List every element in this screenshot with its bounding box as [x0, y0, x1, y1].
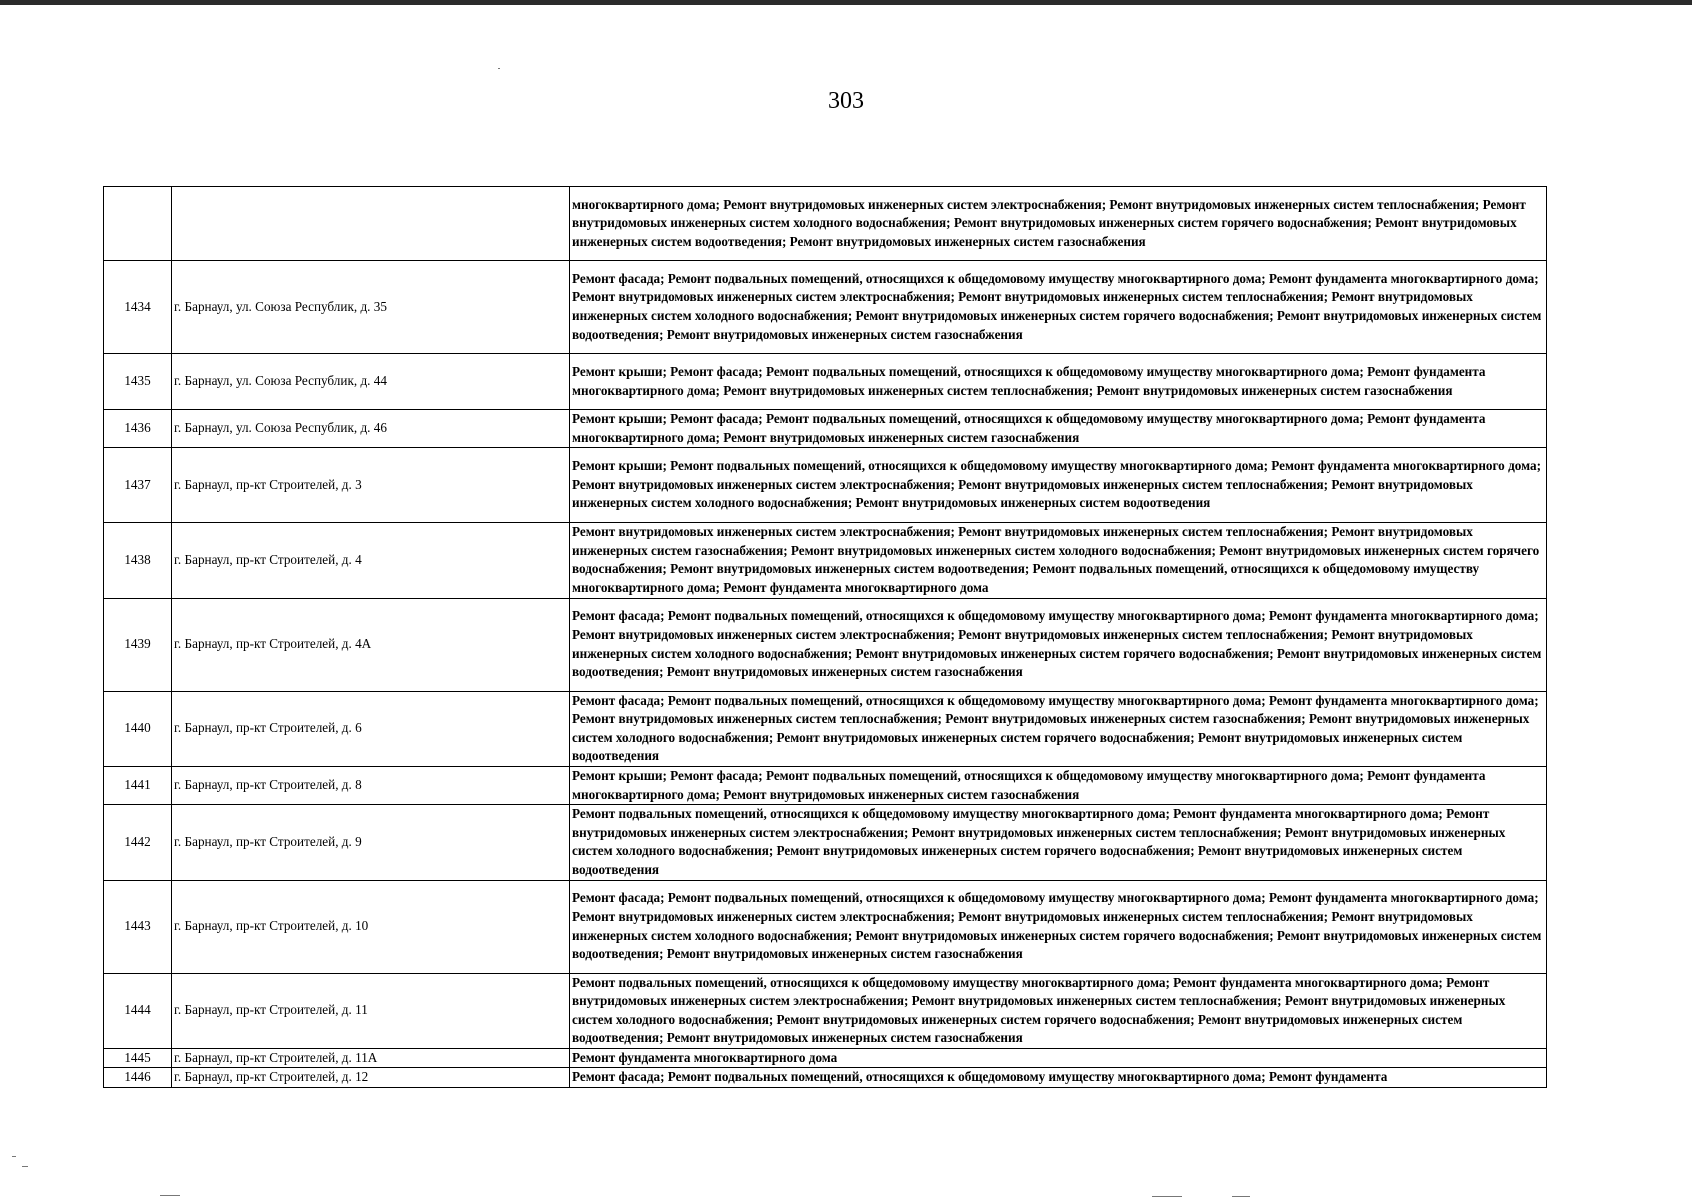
table-row — [104, 691, 1547, 766]
row-number: 1444 — [104, 973, 172, 1048]
row-number: 1441 — [104, 766, 172, 804]
row-number: 1438 — [104, 523, 172, 598]
row-works: Ремонт фасада; Ремонт подвальных помещений, относящихся к общедомовому имуществу многоквартирного дома; Ремонт фундамента многоквартирного дома; Ремонт внутридомовых инженерных систем теплоснабжения; Ремонт внутридомовых инженерных систем газоснабжения; Ремонт внутридомовых инженерных систем холодного водоснабжения; Ремонт внутридомовых инженерных систем горячего водоснабжения; Ремонт внутридомовых инженерных систем водоотведения — [570, 691, 1547, 766]
row-address — [172, 187, 570, 261]
row-address: г. Барнаул, пр-кт Строителей, д. 6 — [172, 691, 570, 766]
row-works: Ремонт фундамента многоквартирного дома — [570, 1048, 1547, 1068]
row-address: г. Барнаул, ул. Союза Республик, д. 35 — [172, 261, 570, 354]
scan-speck — [22, 1166, 28, 1167]
row-number: 1440 — [104, 691, 172, 766]
table-row — [104, 1048, 1547, 1068]
row-address: г. Барнаул, пр-кт Строителей, д. 4 — [172, 523, 570, 598]
row-works: Ремонт фасада; Ремонт подвальных помещений, относящихся к общедомовому имуществу многоквартирного дома; Ремонт фундамента многоквартирного дома; Ремонт внутридомовых инженерных систем электроснабжения; Ремонт внутридомовых инженерных систем теплоснабжения; Ремонт внутридомовых инженерных систем холодного водоснабжения; Ремонт внутридомовых инженерных систем горячего водоснабжения; Ремонт внутридомовых инженерных систем водоотведения; Ремонт внутридомовых инженерных систем газоснабжения — [570, 598, 1547, 691]
table-row — [104, 187, 1547, 261]
table-row — [104, 261, 1547, 354]
row-works: Ремонт фасада; Ремонт подвальных помещений, относящихся к общедомовому имуществу многоквартирного дома; Ремонт фундамента — [570, 1068, 1547, 1088]
repair-works-table — [103, 186, 1547, 1088]
row-address: г. Барнаул, ул. Союза Республик, д. 44 — [172, 354, 570, 410]
table-row — [104, 448, 1547, 523]
table-row — [104, 766, 1547, 804]
scan-speck — [160, 1195, 180, 1196]
table-row — [104, 973, 1547, 1048]
row-number: 1446 — [104, 1068, 172, 1088]
row-works: Ремонт крыши; Ремонт фасада; Ремонт подвальных помещений, относящихся к общедомовому имуществу многоквартирного дома; Ремонт фундамента многоквартирного дома; Ремонт внутридомовых инженерных систем теплоснабжения; Ремонт внутридомовых инженерных систем газоснабжения — [570, 354, 1547, 410]
row-address: г. Барнаул, пр-кт Строителей, д. 11А — [172, 1048, 570, 1068]
row-number — [104, 187, 172, 261]
row-address: г. Барнаул, пр-кт Строителей, д. 8 — [172, 766, 570, 804]
table-row — [104, 1068, 1547, 1088]
row-address: г. Барнаул, пр-кт Строителей, д. 4А — [172, 598, 570, 691]
scan-speck — [1152, 1196, 1182, 1197]
row-number: 1434 — [104, 261, 172, 354]
row-works: Ремонт подвальных помещений, относящихся к общедомовому имуществу многоквартирного дома; Ремонт фундамента многоквартирного дома; Ремонт внутридомовых инженерных систем электроснабжения; Ремонт внутридомовых инженерных систем теплоснабжения; Ремонт внутридомовых инженерных систем холодного водоснабжения; Ремонт внутридомовых инженерных систем горячего водоснабжения; Ремонт внутридомовых инженерных систем водоотведения; Ремонт внутридомовых инженерных систем газоснабжения — [570, 973, 1547, 1048]
row-works: Ремонт фасада; Ремонт подвальных помещений, относящихся к общедомовому имуществу многоквартирного дома; Ремонт фундамента многоквартирного дома; Ремонт внутридомовых инженерных систем электроснабжения; Ремонт внутридомовых инженерных систем теплоснабжения; Ремонт внутридомовых инженерных систем холодного водоснабжения; Ремонт внутридомовых инженерных систем горячего водоснабжения; Ремонт внутридомовых инженерных систем водоотведения; Ремонт внутридомовых инженерных систем газоснабжения — [570, 880, 1547, 973]
row-number: 1435 — [104, 354, 172, 410]
row-works: многоквартирного дома; Ремонт внутридомовых инженерных систем электроснабжения; Ремонт внутридомовых инженерных систем теплоснабжения; Ремонт внутридомовых инженерных систем холодного водоснабжения; Ремонт внутридомовых инженерных систем горячего водоснабжения; Ремонт внутридомовых инженерных систем водоотведения; Ремонт внутридомовых инженерных систем газоснабжения — [570, 187, 1547, 261]
page-number: 303 — [828, 88, 864, 114]
row-number: 1442 — [104, 805, 172, 880]
scan-speck — [498, 68, 500, 69]
row-number: 1443 — [104, 880, 172, 973]
row-works: Ремонт крыши; Ремонт подвальных помещений, относящихся к общедомовому имуществу многоквартирного дома; Ремонт фундамента многоквартирного дома; Ремонт внутридомовых инженерных систем электроснабжения; Ремонт внутридомовых инженерных систем теплоснабжения; Ремонт внутридомовых инженерных систем холодного водоснабжения; Ремонт внутридомовых инженерных систем водоотведения — [570, 448, 1547, 523]
row-number: 1436 — [104, 410, 172, 448]
row-works: Ремонт подвальных помещений, относящихся к общедомовому имуществу многоквартирного дома; Ремонт фундамента многоквартирного дома; Ремонт внутридомовых инженерных систем электроснабжения; Ремонт внутридомовых инженерных систем теплоснабжения; Ремонт внутридомовых инженерных систем холодного водоснабжения; Ремонт внутридомовых инженерных систем горячего водоснабжения; Ремонт внутридомовых инженерных систем водоотведения — [570, 805, 1547, 880]
table-row — [104, 523, 1547, 598]
row-works: Ремонт фасада; Ремонт подвальных помещений, относящихся к общедомовому имуществу многоквартирного дома; Ремонт фундамента многоквартирного дома; Ремонт внутридомовых инженерных систем электроснабжения; Ремонт внутридомовых инженерных систем теплоснабжения; Ремонт внутридомовых инженерных систем холодного водоснабжения; Ремонт внутридомовых инженерных систем горячего водоснабжения; Ремонт внутридомовых инженерных систем водоотведения; Ремонт внутридомовых инженерных систем газоснабжения — [570, 261, 1547, 354]
row-address: г. Барнаул, пр-кт Строителей, д. 10 — [172, 880, 570, 973]
row-address: г. Барнаул, пр-кт Строителей, д. 3 — [172, 448, 570, 523]
table-row — [104, 880, 1547, 973]
scan-speck — [1232, 1196, 1250, 1197]
row-works: Ремонт внутридомовых инженерных систем электроснабжения; Ремонт внутридомовых инженерных систем теплоснабжения; Ремонт внутридомовых инженерных систем газоснабжения; Ремонт внутридомовых инженерных систем холодного водоснабжения; Ремонт внутридомовых инженерных систем горячего водоснабжения; Ремонт внутридомовых инженерных систем водоотведения; Ремонт подвальных помещений, относящихся к общедомовому имуществу многоквартирного дома; Ремонт фундамента многоквартирного дома — [570, 523, 1547, 598]
row-works: Ремонт крыши; Ремонт фасада; Ремонт подвальных помещений, относящихся к общедомовому имуществу многоквартирного дома; Ремонт фундамента многоквартирного дома; Ремонт внутридомовых инженерных систем газоснабжения — [570, 766, 1547, 804]
scan-speck — [12, 1156, 16, 1157]
row-address: г. Барнаул, пр-кт Строителей, д. 11 — [172, 973, 570, 1048]
row-works: Ремонт крыши; Ремонт фасада; Ремонт подвальных помещений, относящихся к общедомовому имуществу многоквартирного дома; Ремонт фундамента многоквартирного дома; Ремонт внутридомовых инженерных систем газоснабжения — [570, 410, 1547, 448]
row-number: 1445 — [104, 1048, 172, 1068]
table-row — [104, 410, 1547, 448]
row-address: г. Барнаул, ул. Союза Республик, д. 46 — [172, 410, 570, 448]
table-row — [104, 805, 1547, 880]
row-address: г. Барнаул, пр-кт Строителей, д. 9 — [172, 805, 570, 880]
row-number: 1437 — [104, 448, 172, 523]
table-row — [104, 598, 1547, 691]
row-number: 1439 — [104, 598, 172, 691]
table-row — [104, 354, 1547, 410]
scan-top-edge — [0, 0, 1692, 5]
row-address: г. Барнаул, пр-кт Строителей, д. 12 — [172, 1068, 570, 1088]
